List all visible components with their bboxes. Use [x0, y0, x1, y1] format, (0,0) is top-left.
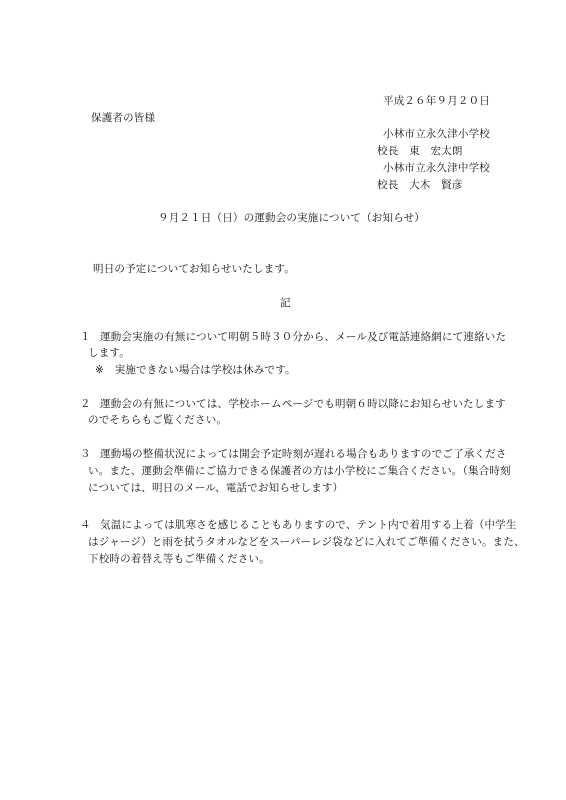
- document-date: 平成２６年９月２０日: [383, 95, 490, 107]
- addressee: 保護者の皆様: [91, 112, 156, 124]
- item-1-line-2: します。: [88, 347, 130, 359]
- document-title: ９月２１日（日）の運動会の実施について（お知らせ）: [158, 212, 425, 224]
- intro-text: 明日の予定についてお知らせいたします。: [93, 263, 295, 275]
- item-4-line-2: はジャージ）と雨を拭うタオルなどをスーパーレジ袋などに入れてご準備ください。また、: [88, 536, 525, 548]
- ki-heading: 記: [280, 297, 291, 309]
- item-number-2: ２: [80, 398, 91, 410]
- item-1-line-1: 運動会実施の有無について明朝５時３０分から、メール及び電話連絡網にて連絡いた: [100, 331, 507, 343]
- item-3-line-1: 運動場の整備状況によっては開会予定時刻が遅れる場合もありますのでご了承くださ: [100, 448, 507, 460]
- item-4-line-3: 下校時の着替え等もご準備ください。: [88, 553, 270, 565]
- item-2-line-1: 運動会の有無については、学校ホームページでも明朝６時以降にお知らせいたします: [100, 398, 506, 410]
- item-1-note: ※ 実施できない場合は学校は休みです。: [95, 364, 296, 376]
- sender-principal-2: 校長 大木 賢彦: [377, 179, 463, 191]
- item-number-1: １: [80, 331, 91, 343]
- item-number-4: ４: [80, 519, 91, 531]
- item-2-line-2: のでそちらもご覧ください。: [88, 414, 228, 426]
- item-3-line-2: い。また、運動会準備にご協力できる保護者の方は小学校にご集合ください。（集合時刻: [88, 465, 511, 477]
- sender-school-1: 小林市立永久津小学校: [383, 128, 490, 140]
- item-4-line-1: 気温によっては肌寒さを感じることもありますので、テント内で着用する上着（中学生: [100, 519, 517, 531]
- sender-principal-1: 校長 東 宏太朗: [377, 145, 463, 157]
- sender-school-2: 小林市立永久津中学校: [383, 162, 490, 174]
- item-number-3: ３: [80, 448, 91, 460]
- item-3-line-3: については、明日のメール、電話でお知らせします）: [88, 482, 344, 494]
